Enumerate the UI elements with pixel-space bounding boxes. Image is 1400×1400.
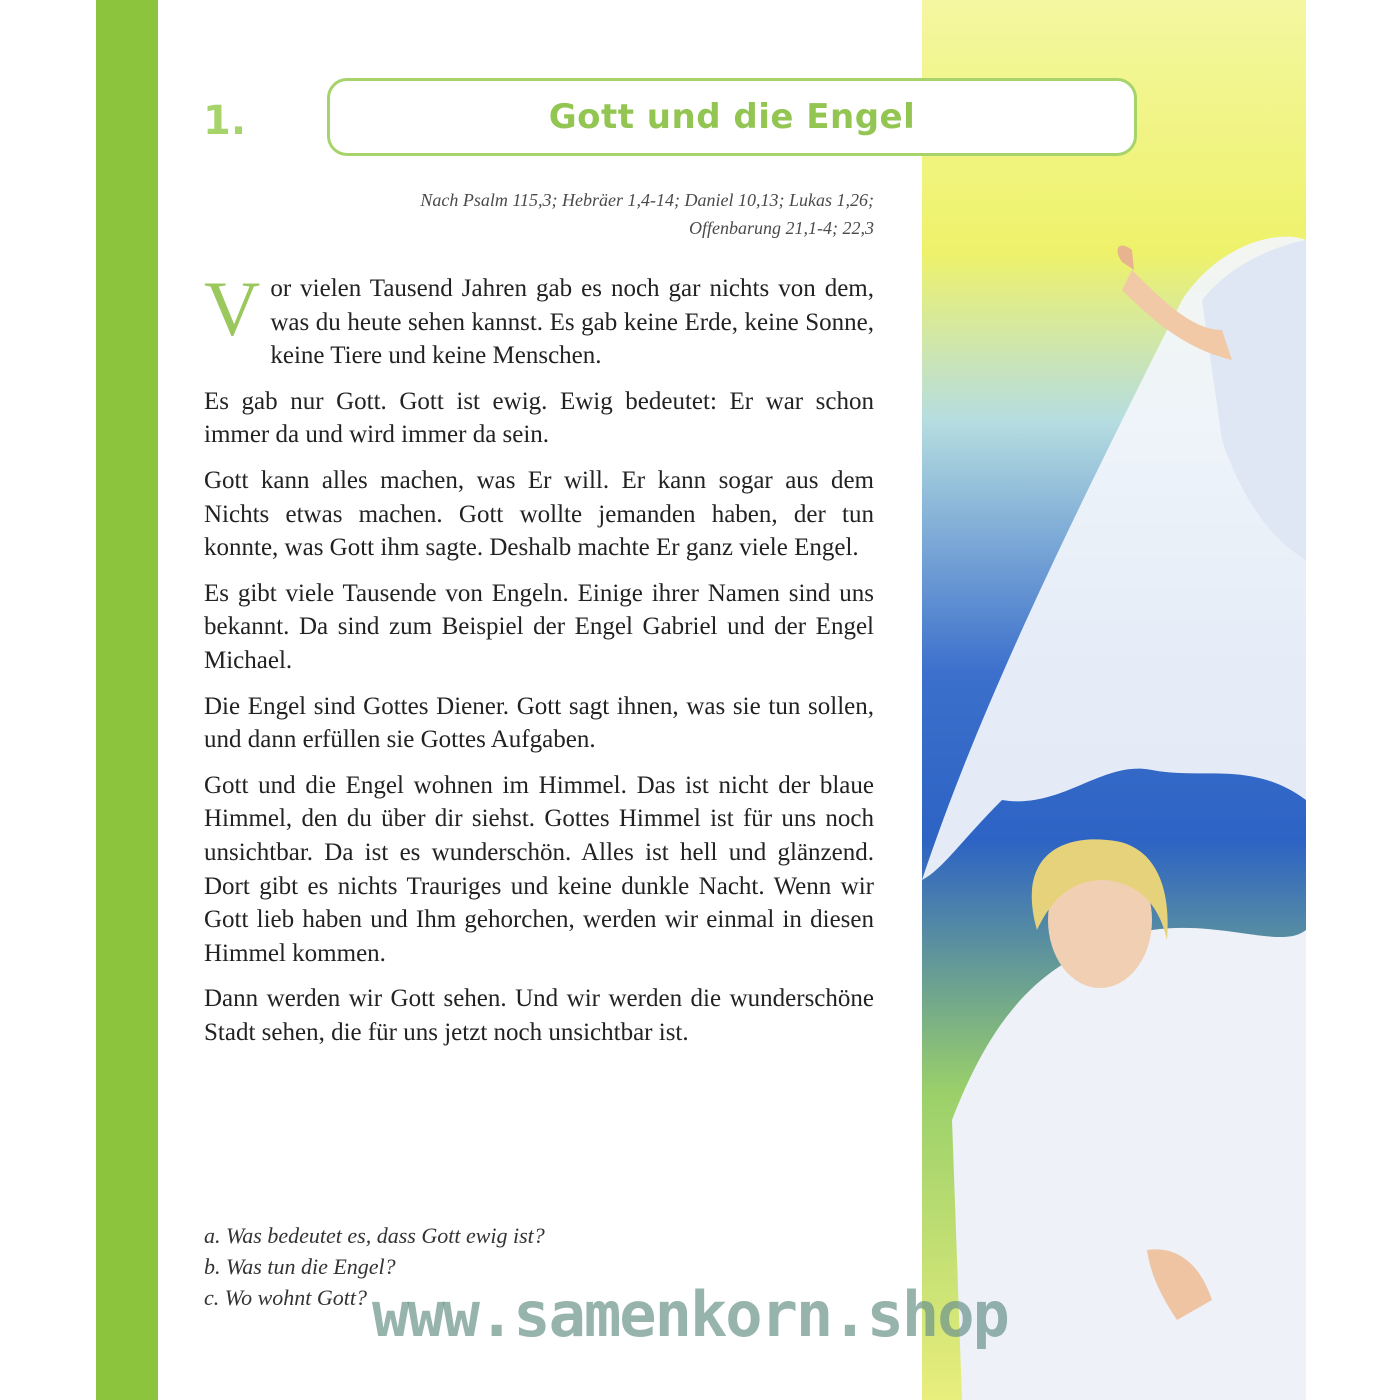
angel-illustration (922, 0, 1306, 1400)
question: b. Was tun die Engel? (204, 1254, 396, 1279)
chapter-title-box (327, 78, 1137, 156)
story-text (204, 265, 874, 1061)
question: c. Wo wohnt Gott? (204, 1285, 367, 1310)
question: a. Was bedeutet es, dass Gott ewig ist? (204, 1223, 545, 1248)
chapter-number: 1. (203, 98, 247, 144)
right-margin (1306, 0, 1400, 1400)
paragraph: Es gab nur Gott. Gott ist ewig. Ewig bedeutet: Er war schon immer da und wird immer da sein. (204, 387, 874, 449)
chapter-title: Gott und die Engel (548, 97, 916, 137)
paragraph: Gott und die Engel wohnen im Himmel. Das ist nicht der blaue Himmel, den du über dir siehst. Gottes Himmel ist für uns noch unsichtbar. Da ist es wunderschön. Alles ist hell und glänzend. Dort gibt es nichts Trauriges und keine dunkle Nacht. Wenn wir Gott lieb haben und Ihm gehorchen, werden wir einmal in diesen Himmel kommen. (204, 771, 874, 967)
reference-line: Nach Psalm 115,3; Hebräer 1,4-14; Daniel 10,13; Lukas 1,26; (420, 190, 874, 210)
green-side-bar (96, 0, 158, 1400)
paragraph: Die Engel sind Gottes Diener. Gott sagt ihnen, was sie tun sollen, und dann erfüllen sie Gottes Aufgaben. (204, 692, 874, 754)
paragraph: Dann werden wir Gott sehen. Und wir werden die wunderschöne Stadt sehen, die für uns jetzt noch unsichtbar ist. (204, 985, 874, 1046)
paragraph: Gott kann alles machen, was Er will. Er kann sogar aus dem Nichts etwas machen. Gott wollte jemanden haben, der tun konnte, was Gott ihm sagte. Deshalb machte Er ganz viele Engel. (204, 466, 874, 562)
scripture-references (300, 186, 874, 242)
paragraph-text: or vielen Tausend Jahren gab es noch gar nichts von dem, was du heute sehen kannst. Es gab keine Erde, keine Sonne, keine Tiere und keine Menschen. (270, 275, 874, 370)
reference-line: Offenbarung 21,1-4; 22,3 (689, 218, 874, 238)
paragraph: Es gibt viele Tausende von Engeln. Einige ihrer Namen sind uns bekannt. Da sind zum Beispiel der Engel Gabriel und der Engel Michael. (204, 579, 874, 674)
watermark: www.samenkorn.shop (372, 1278, 1008, 1351)
drop-cap: V (204, 265, 261, 352)
paragraph (204, 265, 874, 373)
